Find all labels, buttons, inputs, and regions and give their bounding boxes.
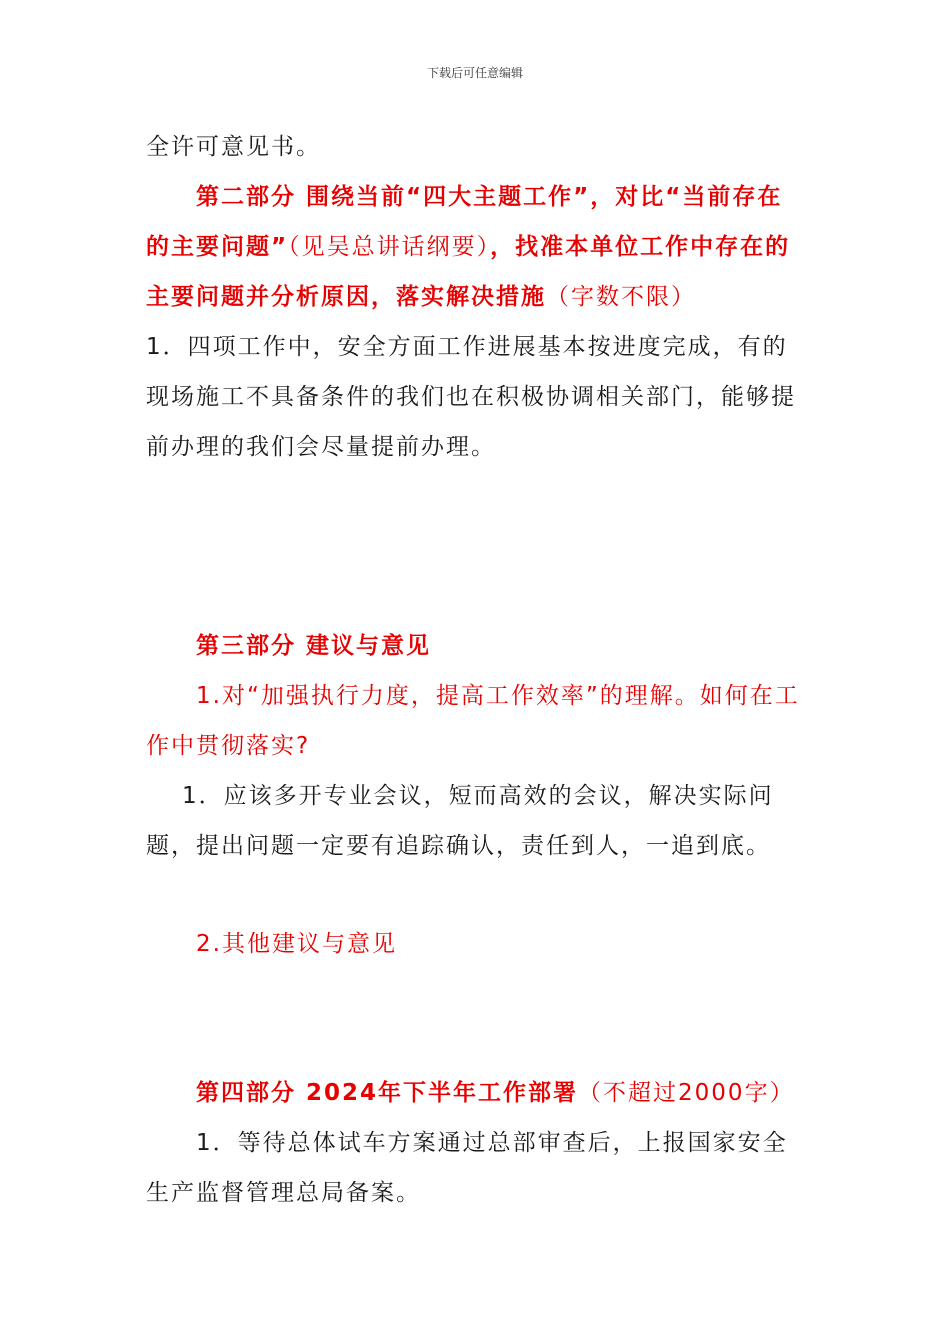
- part3-heading: 第三部分 建议与意见: [196, 633, 432, 659]
- part2-heading: [146, 172, 806, 322]
- part4-item-1: 1．等待总体试车方案通过总部审查后，上报国家安全生产监督管理总局备案。: [146, 1130, 788, 1206]
- part4-heading: [146, 1068, 806, 1118]
- part4-note: （不超过2000字）: [578, 1080, 795, 1106]
- part4-title: 第四部分 2024年下半年工作部署: [196, 1080, 579, 1106]
- continued-text: 全许可意见书。: [146, 134, 321, 160]
- part2-title-2: ，找准本单位工作中存在的主要问题并分析原因，落实解决措施: [146, 234, 791, 310]
- part2-item-1: 1．四项工作中，安全方面工作进展基本按进度完成，有的现场施工不具备条件的我们也在积极协调相关部门，能够提前办理的我们会尽量提前办理。: [146, 334, 796, 460]
- part2-note-1: （见吴总讲话纲要）: [288, 234, 491, 260]
- part3-answer-1: 1．应该多开专业会议，短而高效的会议，解决实际问题，提出问题一定要有追踪确认，责任到人，一追到底。: [146, 783, 774, 859]
- part3-question-1: 1.对“加强执行力度，提高工作效率”的理解。如何在工作中贯彻落实?: [146, 683, 800, 759]
- part2-note-2: （字数不限）: [546, 284, 696, 310]
- part2-title-1: 第二部分 围绕当前“四大主题工作”，对比“当前存在的主要问题”: [146, 184, 783, 260]
- part3-question-2: 2.其他建议与意见: [196, 931, 397, 957]
- page-header: 下载后可任意编辑: [426, 66, 523, 80]
